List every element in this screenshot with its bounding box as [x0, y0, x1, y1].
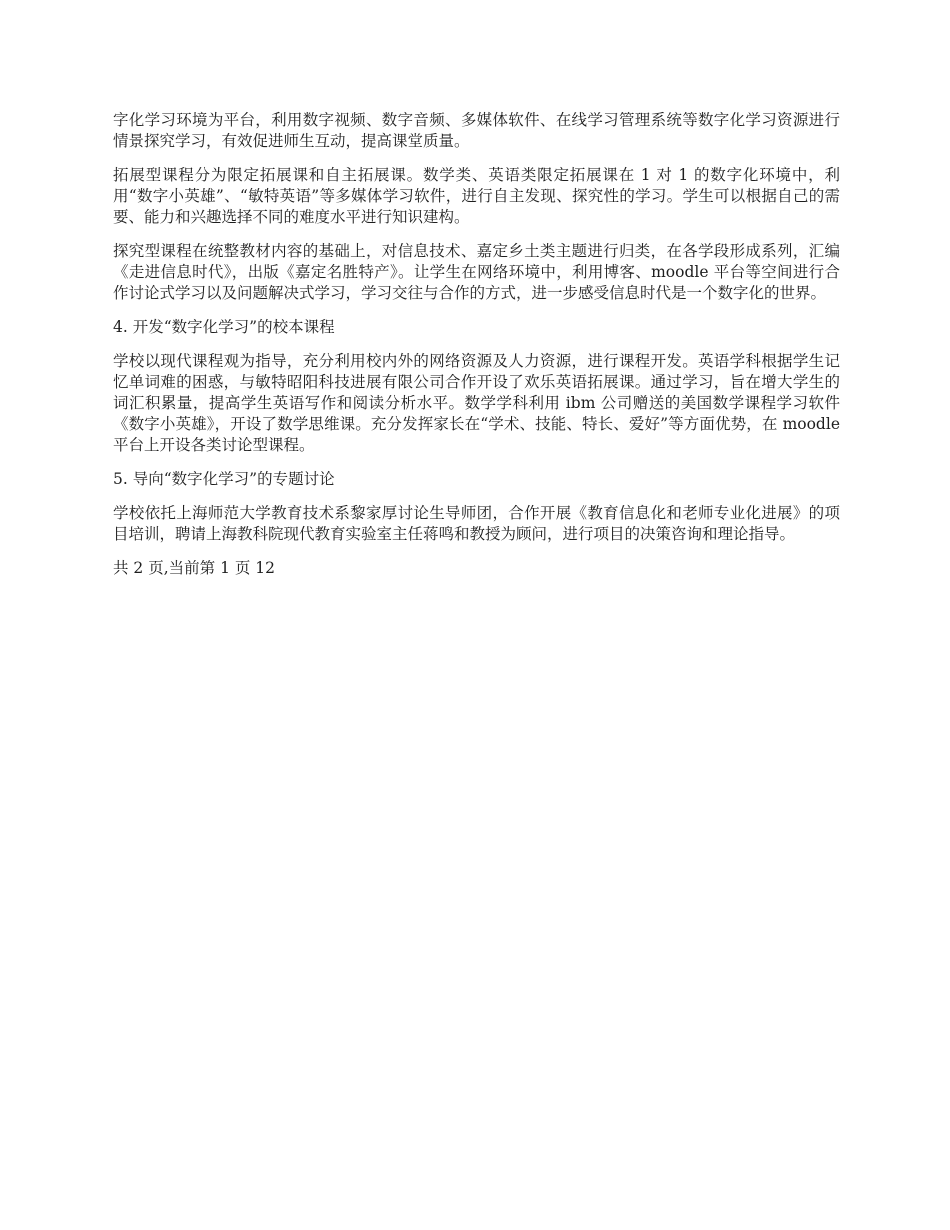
page-footer: 共 2 页,当前第 1 页 12 [113, 559, 276, 577]
document-page [113, 110, 840, 579]
section-heading-5: 5. 导向“数字化学习”的专题讨论 [113, 470, 335, 488]
paragraph-school-curriculum: 学校以现代课程观为指导，充分利用校内外的网络资源及人力资源，进行课程开发。英语学科根据学生记忆单词难的困惑，与敏特昭阳科技进展有限公司合作开设了欢乐英语拓展课。通过学习，旨在增大学生的词汇积累量，提高学生英语写作和阅读分析水平。数学学科利用 ibm 公司赠送的美国数学课程学习软件《数字小英雄》，开设了数学思维课。充分发挥家长在“学术、技能、特长、爱好”等方面优势，在 moodle 平台上开设各类讨论型课程。 [113, 352, 840, 454]
section-heading-4: 4. 开发“数字化学习”的校本课程 [113, 318, 335, 336]
paragraph-digital-environment: 字化学习环境为平台，利用数字视频、数字音频、多媒体软件、在线学习管理系统等数字化学习资源进行情景探究学习，有效促进师生互动，提高课堂质量。 [113, 111, 840, 150]
paragraph-topic-discussion: 学校依托上海师范大学教育技术系黎家厚讨论生导师团，合作开展《教育信息化和老师专业化进展》的项目培训，聘请上海教科院现代教育实验室主任蒋鸣和教授为顾问，进行项目的决策咨询和理论指导。 [113, 504, 840, 543]
paragraph-extended-courses: 拓展型课程分为限定拓展课和自主拓展课。数学类、英语类限定拓展课在 1 对 1 的数字化环境中，利用“数字小英雄”、“敏特英语”等多媒体学习软件，进行自主发现、探究性的学习。学生可以根据自己的需要、能力和兴趣选择不同的难度水平进行知识建构。 [113, 166, 840, 226]
paragraph-inquiry-courses: 探究型课程在统整教材内容的基础上，对信息技术、嘉定乡土类主题进行归类，在各学段形成系列，汇编《走进信息时代》，出版《嘉定名胜特产》。让学生在网络环境中，利用博客、moodle 平台等空间进行合作讨论式学习以及问题解决式学习，学习交往与合作的方式，进一步感受信息时代是一个数字化的世界。 [113, 242, 840, 302]
